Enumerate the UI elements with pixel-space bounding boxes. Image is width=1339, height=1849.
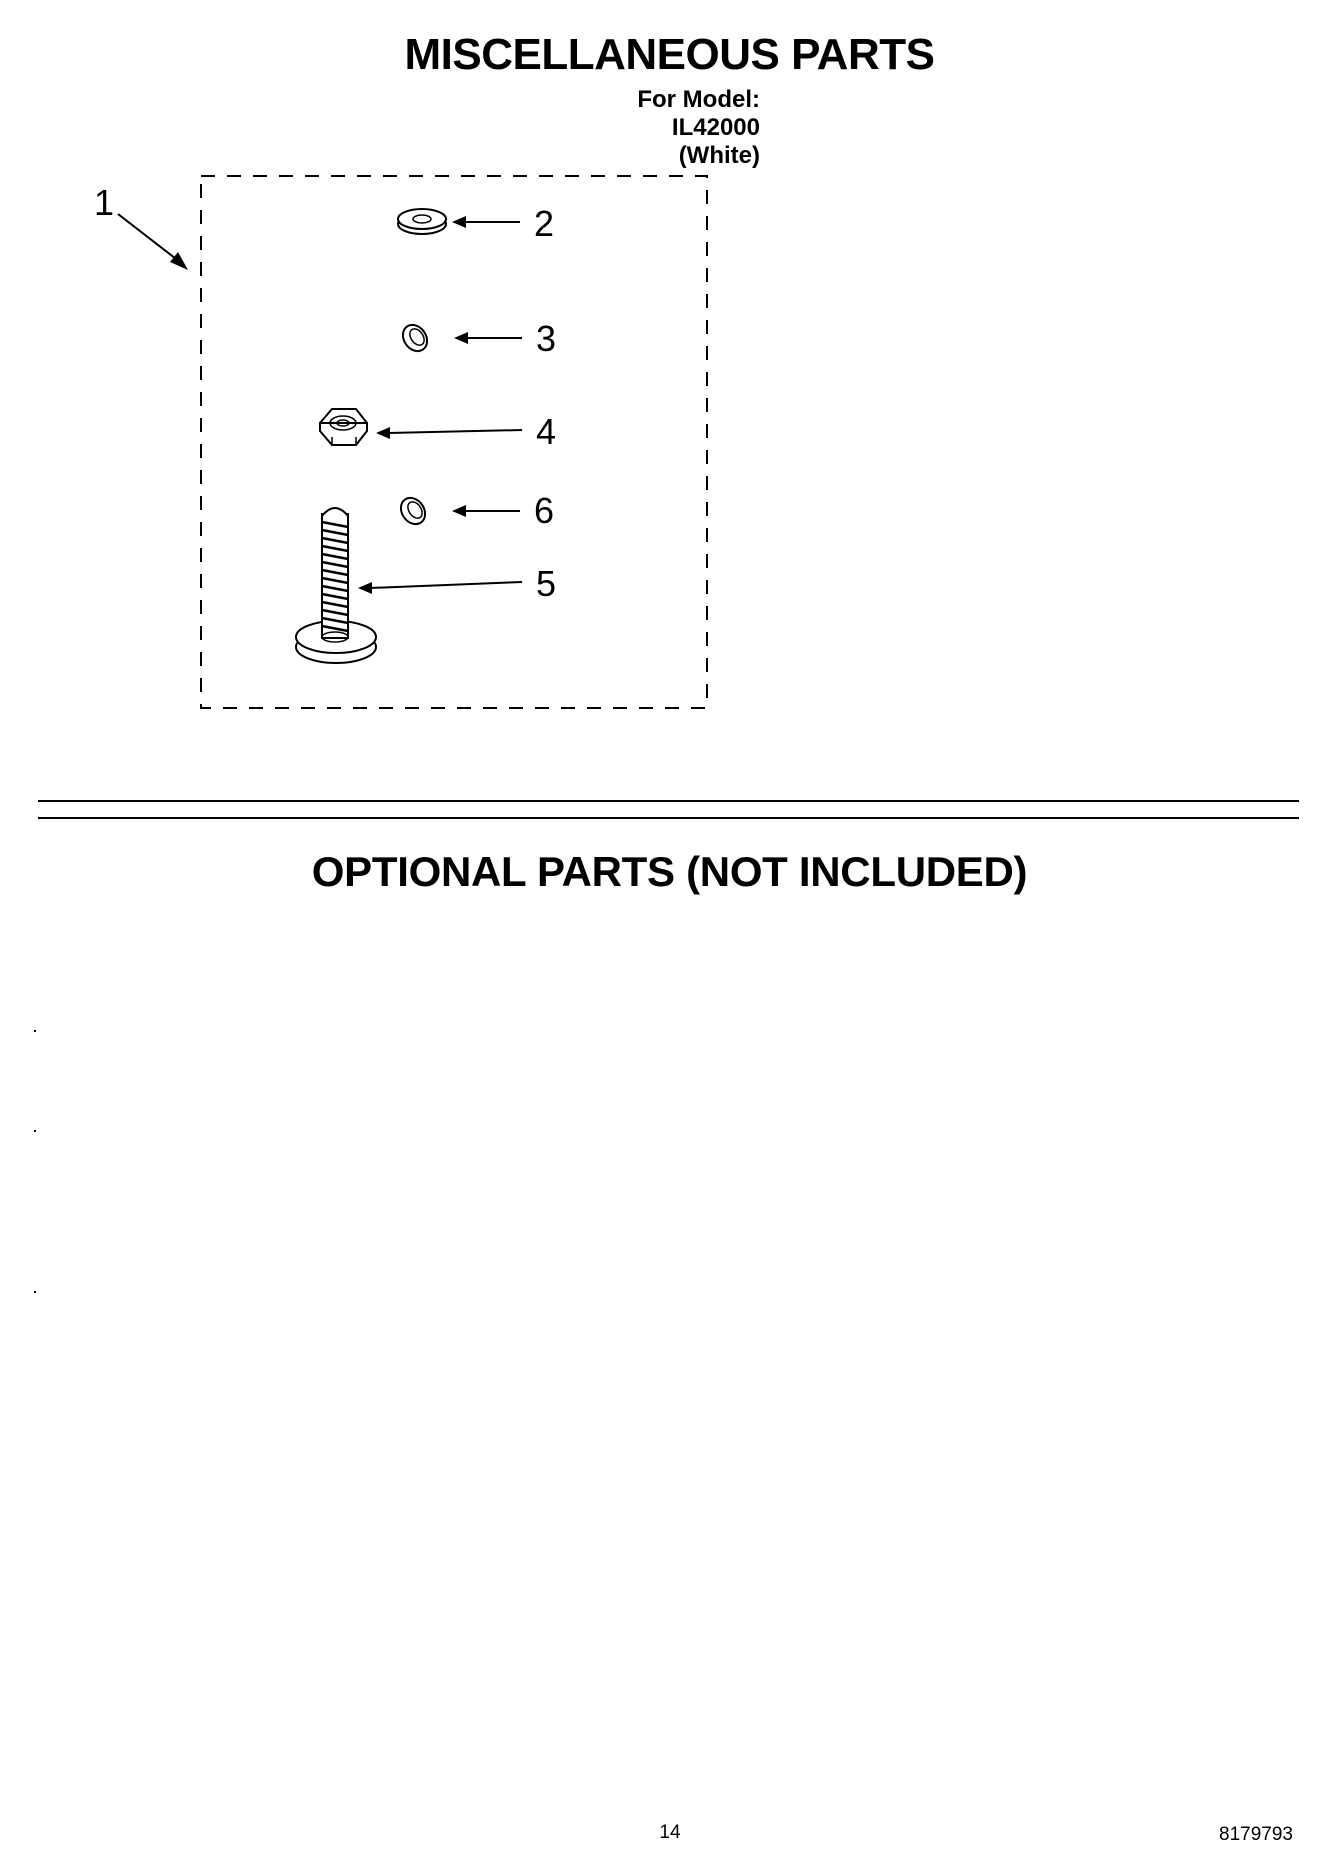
kit-boundary-box [201, 176, 707, 708]
arrowhead-4 [376, 427, 390, 439]
arrowhead-6 [452, 505, 466, 517]
scan-speck [34, 1130, 36, 1132]
document-number: 8179793 [1219, 1824, 1293, 1845]
scan-speck [34, 1291, 36, 1293]
arrowhead-1 [170, 252, 188, 270]
leader-line-5 [370, 582, 522, 588]
callout-1: 1 [94, 182, 115, 223]
callout-3: 3 [536, 318, 557, 359]
hex-nut-part [320, 409, 367, 445]
parts-diagram [0, 0, 1339, 760]
divider-rule-bottom [38, 817, 1299, 819]
callout-4: 4 [536, 411, 557, 452]
page-number: 14 [659, 1822, 681, 1843]
optional-parts-title: OPTIONAL PARTS (NOT INCLUDED) [311, 848, 1028, 895]
arrowhead-5 [358, 582, 372, 594]
clip-part-6 [396, 493, 430, 529]
leader-line-1 [118, 214, 180, 262]
callout-2: 2 [534, 203, 555, 244]
callout-5: 5 [536, 563, 557, 604]
leader-line-4 [388, 430, 522, 433]
arrowhead-3 [454, 332, 468, 344]
washer-part [398, 209, 446, 234]
arrowhead-2 [452, 216, 466, 228]
divider-rule-top [38, 800, 1299, 802]
model-line: For Model: IL42000 [637, 86, 760, 141]
page-title: MISCELLANEOUS PARTS [404, 30, 935, 79]
clip-part-3 [398, 320, 432, 356]
color-line: (White) [678, 142, 760, 169]
callout-6: 6 [534, 490, 555, 531]
scan-speck [34, 1030, 36, 1032]
